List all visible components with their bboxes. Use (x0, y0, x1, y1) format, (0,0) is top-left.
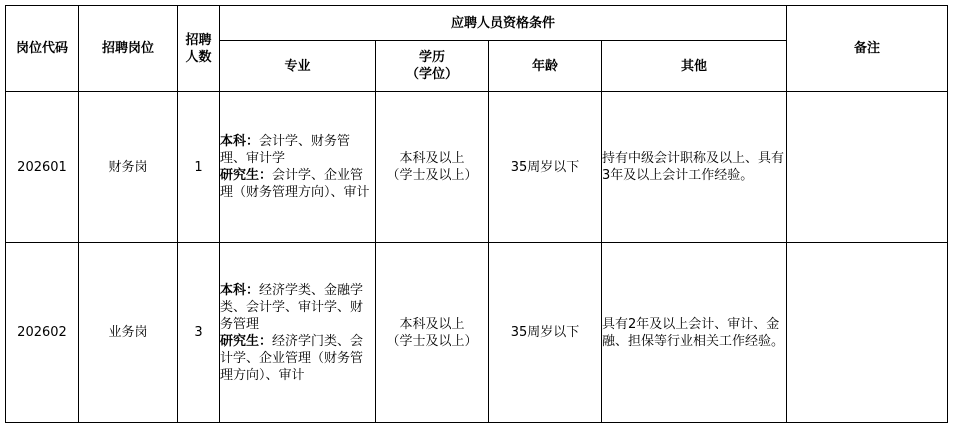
other-requirements-cell: 持有中级会计职称及以上、具有3年及以上会计工作经验。 (602, 92, 787, 243)
remarks-cell (787, 243, 948, 423)
age-cell: 35周岁以下 (489, 243, 602, 423)
header-education (376, 41, 489, 92)
major-undergrad-label: 本科： (220, 282, 260, 298)
headcount-cell: 1 (178, 92, 220, 243)
education-cell (376, 92, 489, 243)
header-major: 专业 (220, 41, 376, 92)
table-row (6, 92, 948, 243)
header-other: 其他 (602, 41, 787, 92)
header-headcount-line1: 招聘 (185, 32, 212, 48)
major-undergrad-text: 会计学、财务管理、审计学 (220, 134, 351, 166)
headcount-cell: 3 (178, 243, 220, 423)
header-headcount (178, 6, 220, 92)
position-name-cell: 业务岗 (79, 243, 178, 423)
header-remarks: 备注 (787, 6, 948, 92)
header-education-line2: （学位） (405, 67, 458, 82)
header-headcount-line2: 人数 (185, 49, 212, 65)
education-line1: 本科及以上 (399, 151, 465, 166)
header-education-line1: 学历 (418, 50, 445, 65)
header-position-name: 招聘岗位 (79, 6, 178, 92)
education-line2: （学士及以上） (386, 333, 478, 349)
major-postgrad-text: 会计学、企业管理（财务管理方向）、审计 (220, 168, 370, 200)
major-postgrad-text: 经济学门类、会计学、企业管理（财务管理方向）、审计 (220, 333, 364, 383)
major-cell (220, 243, 376, 423)
header-age: 年龄 (489, 41, 602, 92)
header-row-top (6, 6, 948, 41)
header-qualifications: 应聘人员资格条件 (220, 6, 787, 41)
position-code-cell: 202601 (6, 92, 79, 243)
recruitment-table (5, 5, 948, 423)
other-requirements-cell: 具有2年及以上会计、审计、金融、担保等行业相关工作经验。 (602, 243, 787, 423)
major-postgrad-label: 研究生： (220, 168, 273, 183)
education-cell (376, 243, 489, 423)
major-undergrad-label: 本科： (220, 134, 260, 149)
age-cell: 35周岁以下 (489, 92, 602, 243)
position-name-cell: 财务岗 (79, 92, 178, 243)
education-line1: 本科及以上 (399, 316, 465, 332)
education-line2: （学士及以上） (386, 168, 478, 183)
remarks-cell (787, 92, 948, 243)
position-code-cell: 202602 (6, 243, 79, 423)
table-row (6, 243, 948, 423)
major-undergrad-text: 经济学类、金融学类、会计学、审计学、财务管理 (220, 282, 364, 332)
major-cell (220, 92, 376, 243)
header-position-code: 岗位代码 (6, 6, 79, 92)
major-postgrad-label: 研究生： (220, 333, 273, 349)
